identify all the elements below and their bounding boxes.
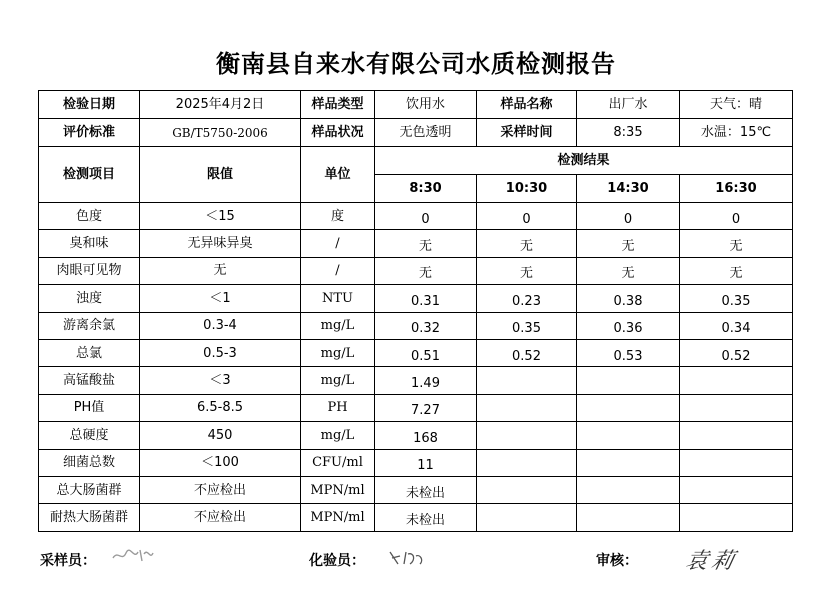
result-cell: 1.49 [375, 367, 477, 394]
table-row [39, 476, 793, 503]
unit-cell: mg/L [301, 422, 375, 449]
weather: 天气：晴 [680, 91, 793, 119]
result-cell: 0.35 [477, 312, 577, 339]
result-cell: 无 [375, 230, 477, 257]
table-row [39, 203, 793, 230]
time-header: 14:30 [577, 175, 680, 203]
limit-cell: ＜3 [140, 367, 301, 394]
result-cell: 0.51 [375, 339, 477, 366]
result-cell [680, 504, 793, 531]
limit-cell: 0.3-4 [140, 312, 301, 339]
result-cell: 无 [577, 230, 680, 257]
limit-cell: 不应检出 [140, 476, 301, 503]
limit-cell: 不应检出 [140, 504, 301, 531]
result-cell: 未检出 [375, 504, 477, 531]
limit-cell: 6.5-8.5 [140, 394, 301, 421]
result-cell [680, 422, 793, 449]
result-cell [477, 449, 577, 476]
result-cell: 无 [680, 230, 793, 257]
result-cell [577, 422, 680, 449]
result-cell [477, 394, 577, 421]
report-title: 衡南县自来水有限公司水质检测报告 [216, 50, 616, 78]
sample-state-label: 样品状况 [301, 119, 375, 147]
col-limit-header: 限值 [140, 147, 301, 203]
unit-cell: CFU/ml [301, 449, 375, 476]
result-cell: 0.23 [477, 285, 577, 312]
result-cell: 无 [375, 257, 477, 284]
limit-cell: 450 [140, 422, 301, 449]
tester-label: 化验员： [309, 553, 365, 569]
result-cell [577, 504, 680, 531]
result-cell [577, 367, 680, 394]
table-row [39, 339, 793, 366]
result-cell: 0.53 [577, 339, 680, 366]
sample-state-value: 无色透明 [375, 119, 477, 147]
item-cell: 游离余氯 [39, 312, 140, 339]
sampler-signature [110, 544, 156, 566]
report-table [38, 90, 793, 532]
result-cell: 0.34 [680, 312, 793, 339]
item-cell: 浊度 [39, 285, 140, 312]
time-header: 16:30 [680, 175, 793, 203]
col-unit-header: 单位 [301, 147, 375, 203]
unit-cell: PH [301, 394, 375, 421]
item-cell: 总氯 [39, 339, 140, 366]
result-cell [680, 476, 793, 503]
item-cell: 总硬度 [39, 422, 140, 449]
result-cell: 0.52 [477, 339, 577, 366]
result-cell: 0.31 [375, 285, 477, 312]
result-cell: 0 [375, 203, 477, 230]
item-cell: PH值 [39, 394, 140, 421]
item-cell: 总大肠菌群 [39, 476, 140, 503]
table-row [39, 422, 793, 449]
limit-cell: 无 [140, 257, 301, 284]
table-row [39, 257, 793, 284]
result-cell: 0.32 [375, 312, 477, 339]
unit-cell: mg/L [301, 312, 375, 339]
result-cell: 无 [680, 257, 793, 284]
tester-signature [386, 546, 432, 568]
reviewer-signature: 袁莉 [682, 549, 741, 574]
sampler-label: 采样员： [40, 553, 96, 569]
date-value: 2025年4月2日 [140, 91, 301, 119]
limit-cell: 0.5-3 [140, 339, 301, 366]
result-cell: 168 [375, 422, 477, 449]
data-rows [39, 203, 793, 532]
sample-type-value: 饮用水 [375, 91, 477, 119]
water-temp: 水温：15℃ [680, 119, 793, 147]
result-cell [680, 367, 793, 394]
table-row [39, 367, 793, 394]
unit-cell: MPN/ml [301, 504, 375, 531]
result-cell [577, 449, 680, 476]
result-cell: 11 [375, 449, 477, 476]
sample-name-value: 出厂水 [577, 91, 680, 119]
item-cell: 细菌总数 [39, 449, 140, 476]
column-header-row [39, 147, 793, 175]
time-header: 10:30 [477, 175, 577, 203]
table-row [39, 285, 793, 312]
result-cell [477, 476, 577, 503]
unit-cell: 度 [301, 203, 375, 230]
unit-cell: mg/L [301, 367, 375, 394]
unit-cell: mg/L [301, 339, 375, 366]
unit-cell: / [301, 257, 375, 284]
result-cell [477, 367, 577, 394]
unit-cell: NTU [301, 285, 375, 312]
result-cell: 0 [477, 203, 577, 230]
item-cell: 臭和味 [39, 230, 140, 257]
date-label: 检验日期 [39, 91, 140, 119]
standard-label: 评价标准 [39, 119, 140, 147]
time-header: 8:30 [375, 175, 477, 203]
table-row [39, 230, 793, 257]
result-cell: 0.36 [577, 312, 680, 339]
col-results-header: 检测结果 [375, 147, 793, 175]
item-cell: 高锰酸盐 [39, 367, 140, 394]
result-cell: 0.52 [680, 339, 793, 366]
standard-value: GB/T5750-2006 [140, 119, 301, 147]
result-cell [680, 449, 793, 476]
limit-cell: ＜15 [140, 203, 301, 230]
result-cell [680, 394, 793, 421]
result-cell: 无 [477, 230, 577, 257]
result-cell: 0.38 [577, 285, 680, 312]
table-row [39, 312, 793, 339]
item-cell: 肉眼可见物 [39, 257, 140, 284]
result-cell: 无 [577, 257, 680, 284]
item-cell: 耐热大肠菌群 [39, 504, 140, 531]
result-cell [477, 504, 577, 531]
result-cell [477, 422, 577, 449]
header-row-1 [39, 91, 793, 119]
sampling-time-value: 8:35 [577, 119, 680, 147]
result-cell [577, 476, 680, 503]
result-cell: 无 [477, 257, 577, 284]
result-cell: 0 [577, 203, 680, 230]
result-cell: 7.27 [375, 394, 477, 421]
result-cell: 未检出 [375, 476, 477, 503]
header-row-2 [39, 119, 793, 147]
reviewer-label: 审核： [596, 553, 638, 569]
table-row [39, 394, 793, 421]
sample-name-label: 样品名称 [477, 91, 577, 119]
table-row [39, 504, 793, 531]
sample-type-label: 样品类型 [301, 91, 375, 119]
result-cell: 0.35 [680, 285, 793, 312]
col-item-header: 检测项目 [39, 147, 140, 203]
limit-cell: 无异味异臭 [140, 230, 301, 257]
result-cell: 0 [680, 203, 793, 230]
limit-cell: ＜100 [140, 449, 301, 476]
result-cell [577, 394, 680, 421]
sampling-time-label: 采样时间 [477, 119, 577, 147]
limit-cell: ＜1 [140, 285, 301, 312]
unit-cell: / [301, 230, 375, 257]
item-cell: 色度 [39, 203, 140, 230]
table-row [39, 449, 793, 476]
unit-cell: MPN/ml [301, 476, 375, 503]
